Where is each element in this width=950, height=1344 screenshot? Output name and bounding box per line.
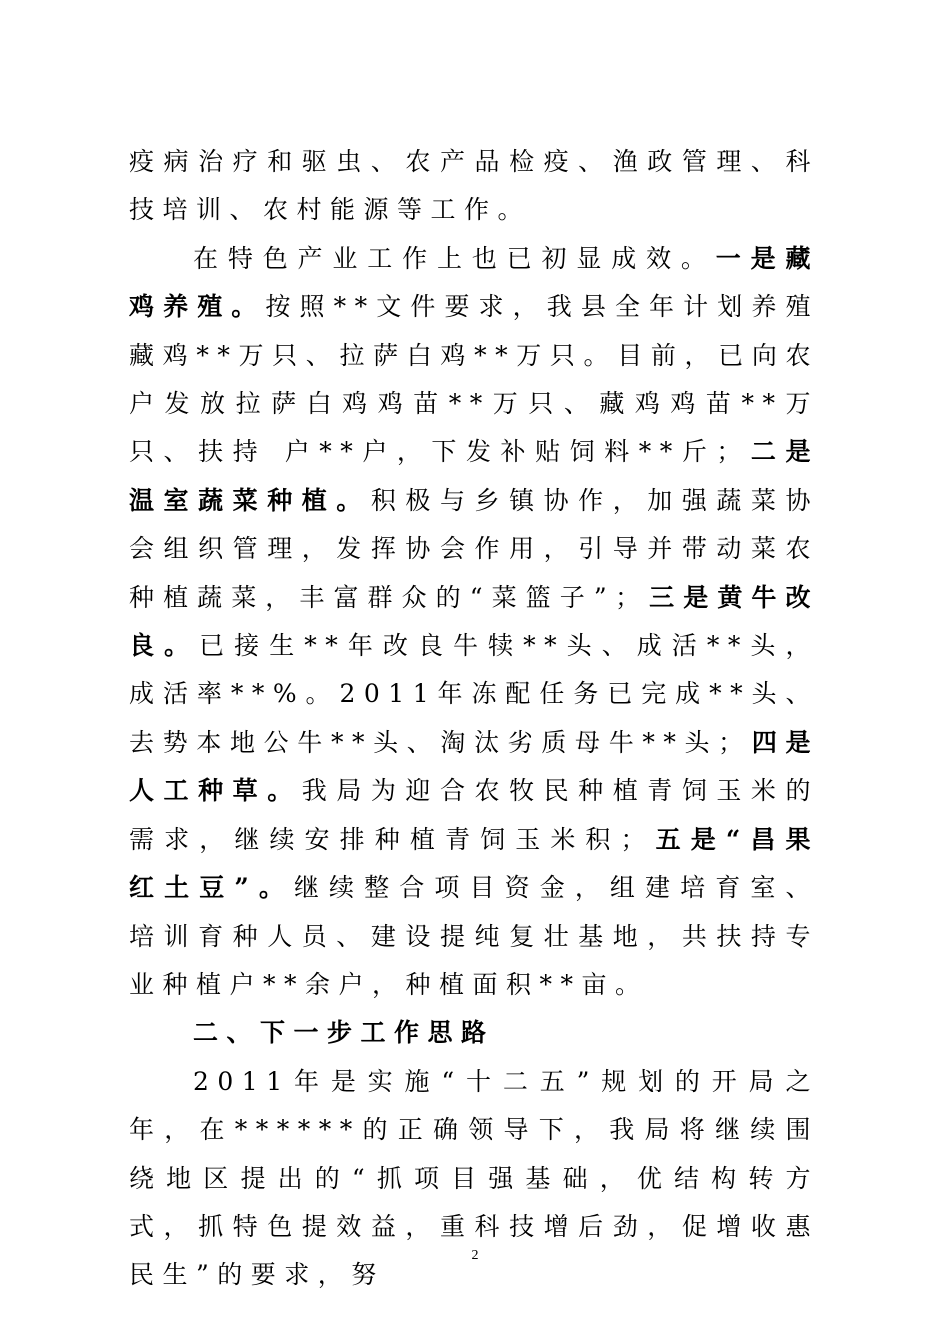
bold-text-run: 五是“昌果红土豆”。 (129, 824, 819, 903)
bold-text-run: 三是黄牛改良。 (129, 582, 819, 661)
text-run: 我局为迎合农牧民种植青饲玉米的需求，继续安排种植青饲玉米积； (129, 776, 819, 854)
paragraph-p3 (129, 1009, 819, 1057)
bold-text-run: 四是人工种草。 (129, 727, 819, 806)
paragraph-p2 (129, 235, 819, 1010)
text-run: 2011年是实施“十二五”规划的开局之年，在******的正确领导下，我局将继续围绕地区提出的“抓项目强基础，优结构转方式，抓特色提效益，重科技增后劲，促增收惠民生”的要求，努 (129, 1066, 819, 1290)
bold-text-run: 二是温室蔬菜种植。 (129, 437, 819, 515)
text-run: 疫病治疗和驱虫、农产品检疫、渔政管理、科技培训、农村能源等工作。 (129, 147, 819, 225)
page-number: 2 (471, 1248, 479, 1263)
text-run: 继续整合项目资金，组建培育室、培训育种人员、建设提纯复壮基地，共扶持专业种植户**余户，种植面积**亩。 (129, 873, 819, 999)
text-run: 积极与乡镇协作，加强蔬菜协会组织管理，发挥协会作用，引导并带动菜农种植蔬菜，丰富群众的“菜篮子”； (129, 485, 819, 612)
text-run: 已接生**年改良牛犊**头、成活**头，成活率**%。2011年冻配任务已完成**头、去势本地公牛**头、淘汰劣质母牛**头； (129, 631, 819, 757)
text-run: 按照**文件要求，我县全年计划养殖藏鸡**万只、拉萨白鸡**万只。目前，已向农户发放拉萨白鸡鸡苗**万只、藏鸡鸡苗**万只、扶持 户**户，下发补贴饲料**斤； (129, 292, 819, 467)
bold-text-run: 二、下一步工作思路 (193, 1018, 495, 1048)
document-body (129, 138, 819, 1300)
bold-text-run: 一是藏鸡养殖。 (129, 243, 819, 322)
text-run: 在特色产业工作上也已初显成效。 (193, 243, 716, 273)
paragraph-p1 (129, 138, 819, 235)
